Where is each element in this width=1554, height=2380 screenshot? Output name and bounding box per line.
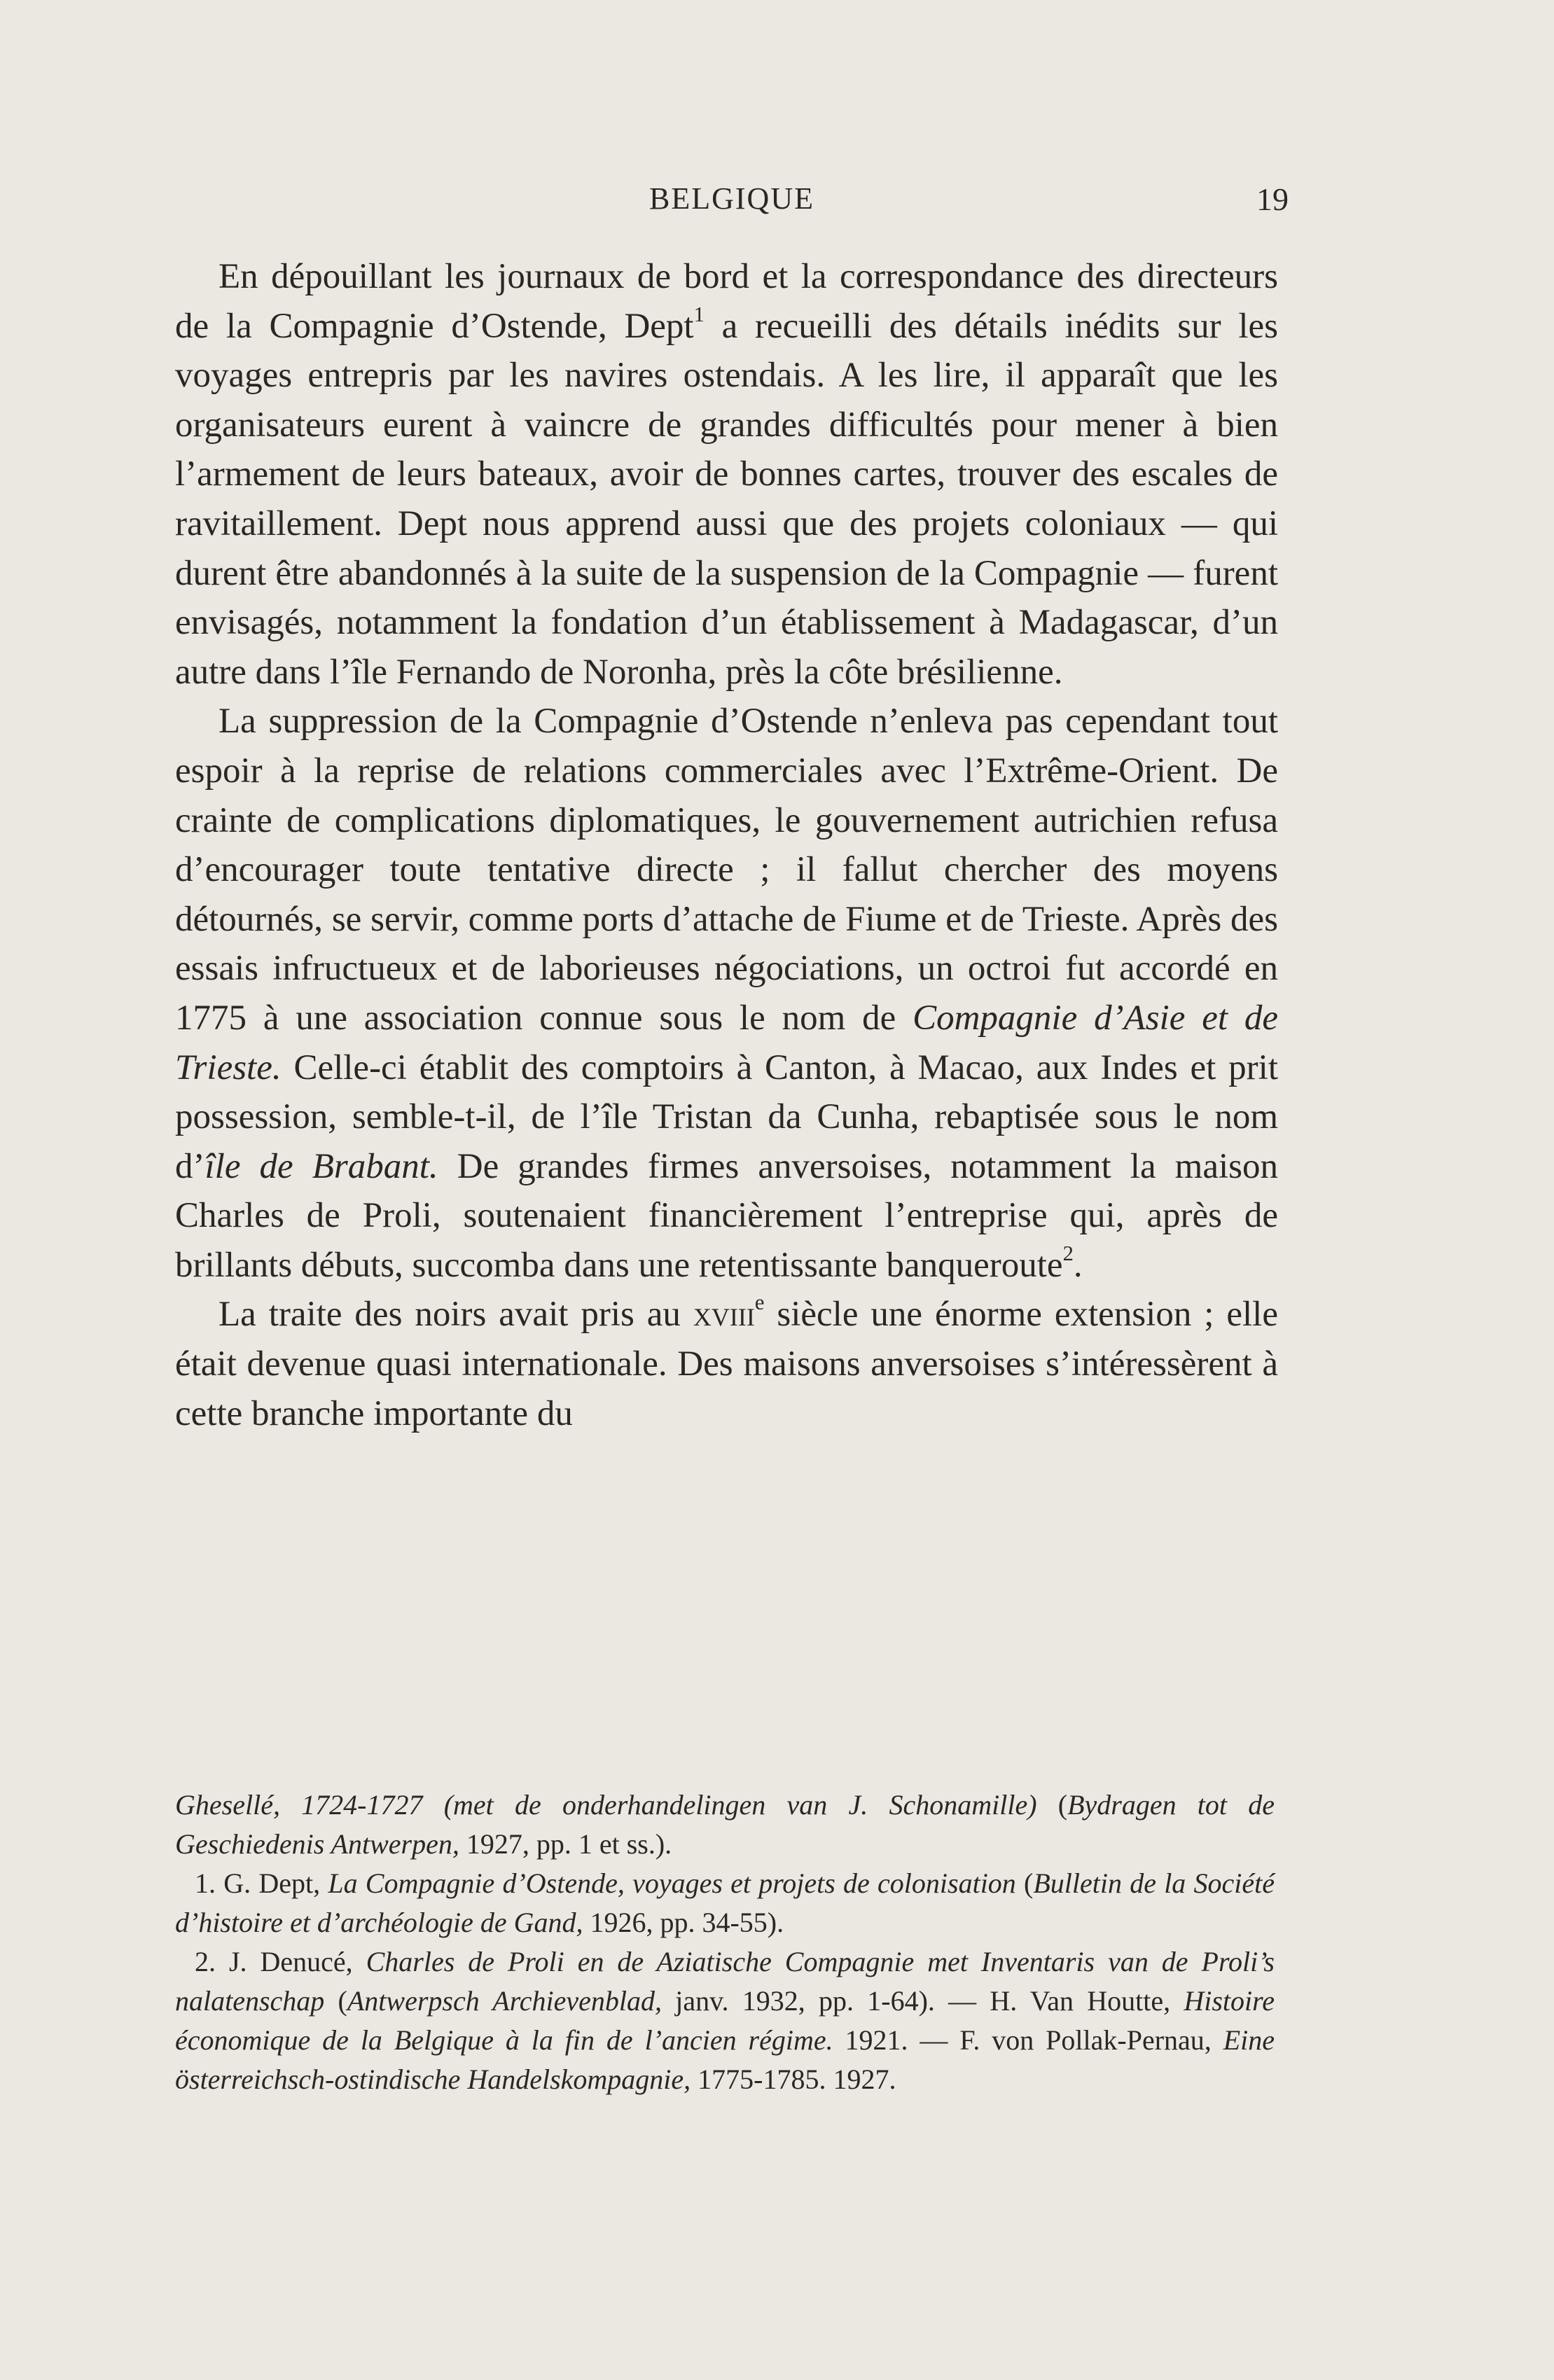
text-run: G. Dept,	[223, 1867, 328, 1899]
text-run: J. Denucé,	[228, 1946, 366, 1977]
footnote-label: 2.	[195, 1946, 229, 1977]
century-superscript: e	[754, 1290, 765, 1315]
body-text	[175, 252, 1278, 1438]
text-run: .	[1073, 1245, 1083, 1285]
running-head: BELGIQUE	[649, 181, 814, 216]
footnote-ref-2: 2	[1062, 1241, 1074, 1265]
footnote-2	[175, 1942, 1275, 2099]
citation-journal: Bydragen tot de Geschiedenis Antwerpen,	[175, 1789, 1275, 1860]
text-run: La suppression de la Compagnie d’Ostende n’enleva pas cependant tout espoir à la reprise de relations commerciales avec l’Extrême-Orient. De crainte de complications diplomatiques, le gouvernement autrichien refusa d’encourager toute tentative directe ; il fallut chercher des moyens détournés, se servir, comme ports d’attache de Fiume et de Trieste. Après des essais infructueux et de laborieuses négociations, un octroi fut accordé en 1775 à une association connue sous le nom de	[175, 702, 1278, 1038]
text-run: 1775-1785. 1927.	[691, 2064, 896, 2095]
citation-title: Eine österreichsch-ostindische Handelskompagnie,	[175, 2024, 1275, 2095]
text-run: La traite des noirs avait pris au	[218, 1295, 693, 1335]
italic-island-name: île de Brabant.	[204, 1146, 438, 1186]
text-run: (	[324, 1985, 347, 2017]
citation-journal: Bulletin de la Société d’histoire et d’archéologie de Gand,	[175, 1867, 1275, 1938]
text-run: siècle une énorme extension ; elle était devenue quasi internationale. Des maisons anversoises s’intéressèrent à cette branche importante du	[175, 1295, 1278, 1433]
citation-title: Histoire économique de la Belgique à la fin de l’ancien régime.	[175, 1985, 1275, 2056]
italic-company-name: Compagnie d’Asie et de Trieste.	[175, 998, 1278, 1087]
footnote-label: 1.	[195, 1867, 224, 1899]
text-run: Celle-ci établit des comptoirs à Canton, à Macao, aux Indes et prit possession, semble-t-il, de l’île Tristan da Cunha, rebaptisée sous le nom d’	[175, 1048, 1278, 1186]
citation-journal: Antwerpsch Archievenblad,	[347, 1985, 662, 2017]
paragraph-3	[175, 1290, 1278, 1438]
text-run: a recueilli des détails inédits sur les voyages entrepris par les navires ostendais. A les lire, il apparaît que les organisateurs eurent à vaincre de grandes difficultés pour mener à bien l’armement de leurs bateaux, avoir de bonnes cartes, trouver des escales de ravitaillement. Dept nous apprend aussi que des projets coloniaux — qui durent être abandonnés à la suite de la suspension de la Compagnie — furent envisagés, notamment la fondation d’un établissement à Madagascar, d’un autre dans l’île Fernando de Noronha, près la côte brésilienne.	[175, 306, 1278, 692]
page-header	[175, 181, 1289, 223]
text-run: 1921. — F. von Pollak-Pernau,	[833, 2024, 1223, 2056]
text-run: 1926, pp. 34-55).	[583, 1907, 784, 1938]
paragraph-1	[175, 252, 1278, 697]
citation-title: Charles de Proli en de Aziatische Compagnie met Inventaris van de Proli’s nalatenschap	[175, 1946, 1275, 2017]
footnote-1	[175, 1864, 1275, 1942]
footnote-ref-1: 1	[693, 302, 705, 326]
paragraph-2	[175, 697, 1278, 1290]
text-run: 1927, pp. 1 et ss.).	[459, 1828, 672, 1860]
citation-title: Ghesellé, 1724-1727 (met de onderhandelingen van J. Schonamille)	[175, 1789, 1037, 1821]
text-run: (	[1036, 1789, 1068, 1821]
text-run: En dépouillant les journaux de bord et la correspondance des directeurs de la Compagnie d’Ostende, Dept	[175, 257, 1278, 346]
text-run: janv. 1932, pp. 1-64). — H. Van Houtte,	[662, 1985, 1184, 2017]
citation-title: La Compagnie d’Ostende, voyages et projets de colonisation	[328, 1867, 1016, 1899]
page-number: 19	[1256, 181, 1289, 217]
footnote-continuation	[175, 1786, 1275, 1864]
footnotes	[175, 1786, 1275, 2099]
century-numeral: xviii	[693, 1295, 755, 1335]
text-run: De grandes firmes anversoises, notamment la maison Charles de Proli, soutenaient financièrement l’entreprise qui, après de brillants débuts, succomba dans une retentissante banqueroute	[175, 1146, 1278, 1285]
text-run: (	[1015, 1867, 1034, 1899]
